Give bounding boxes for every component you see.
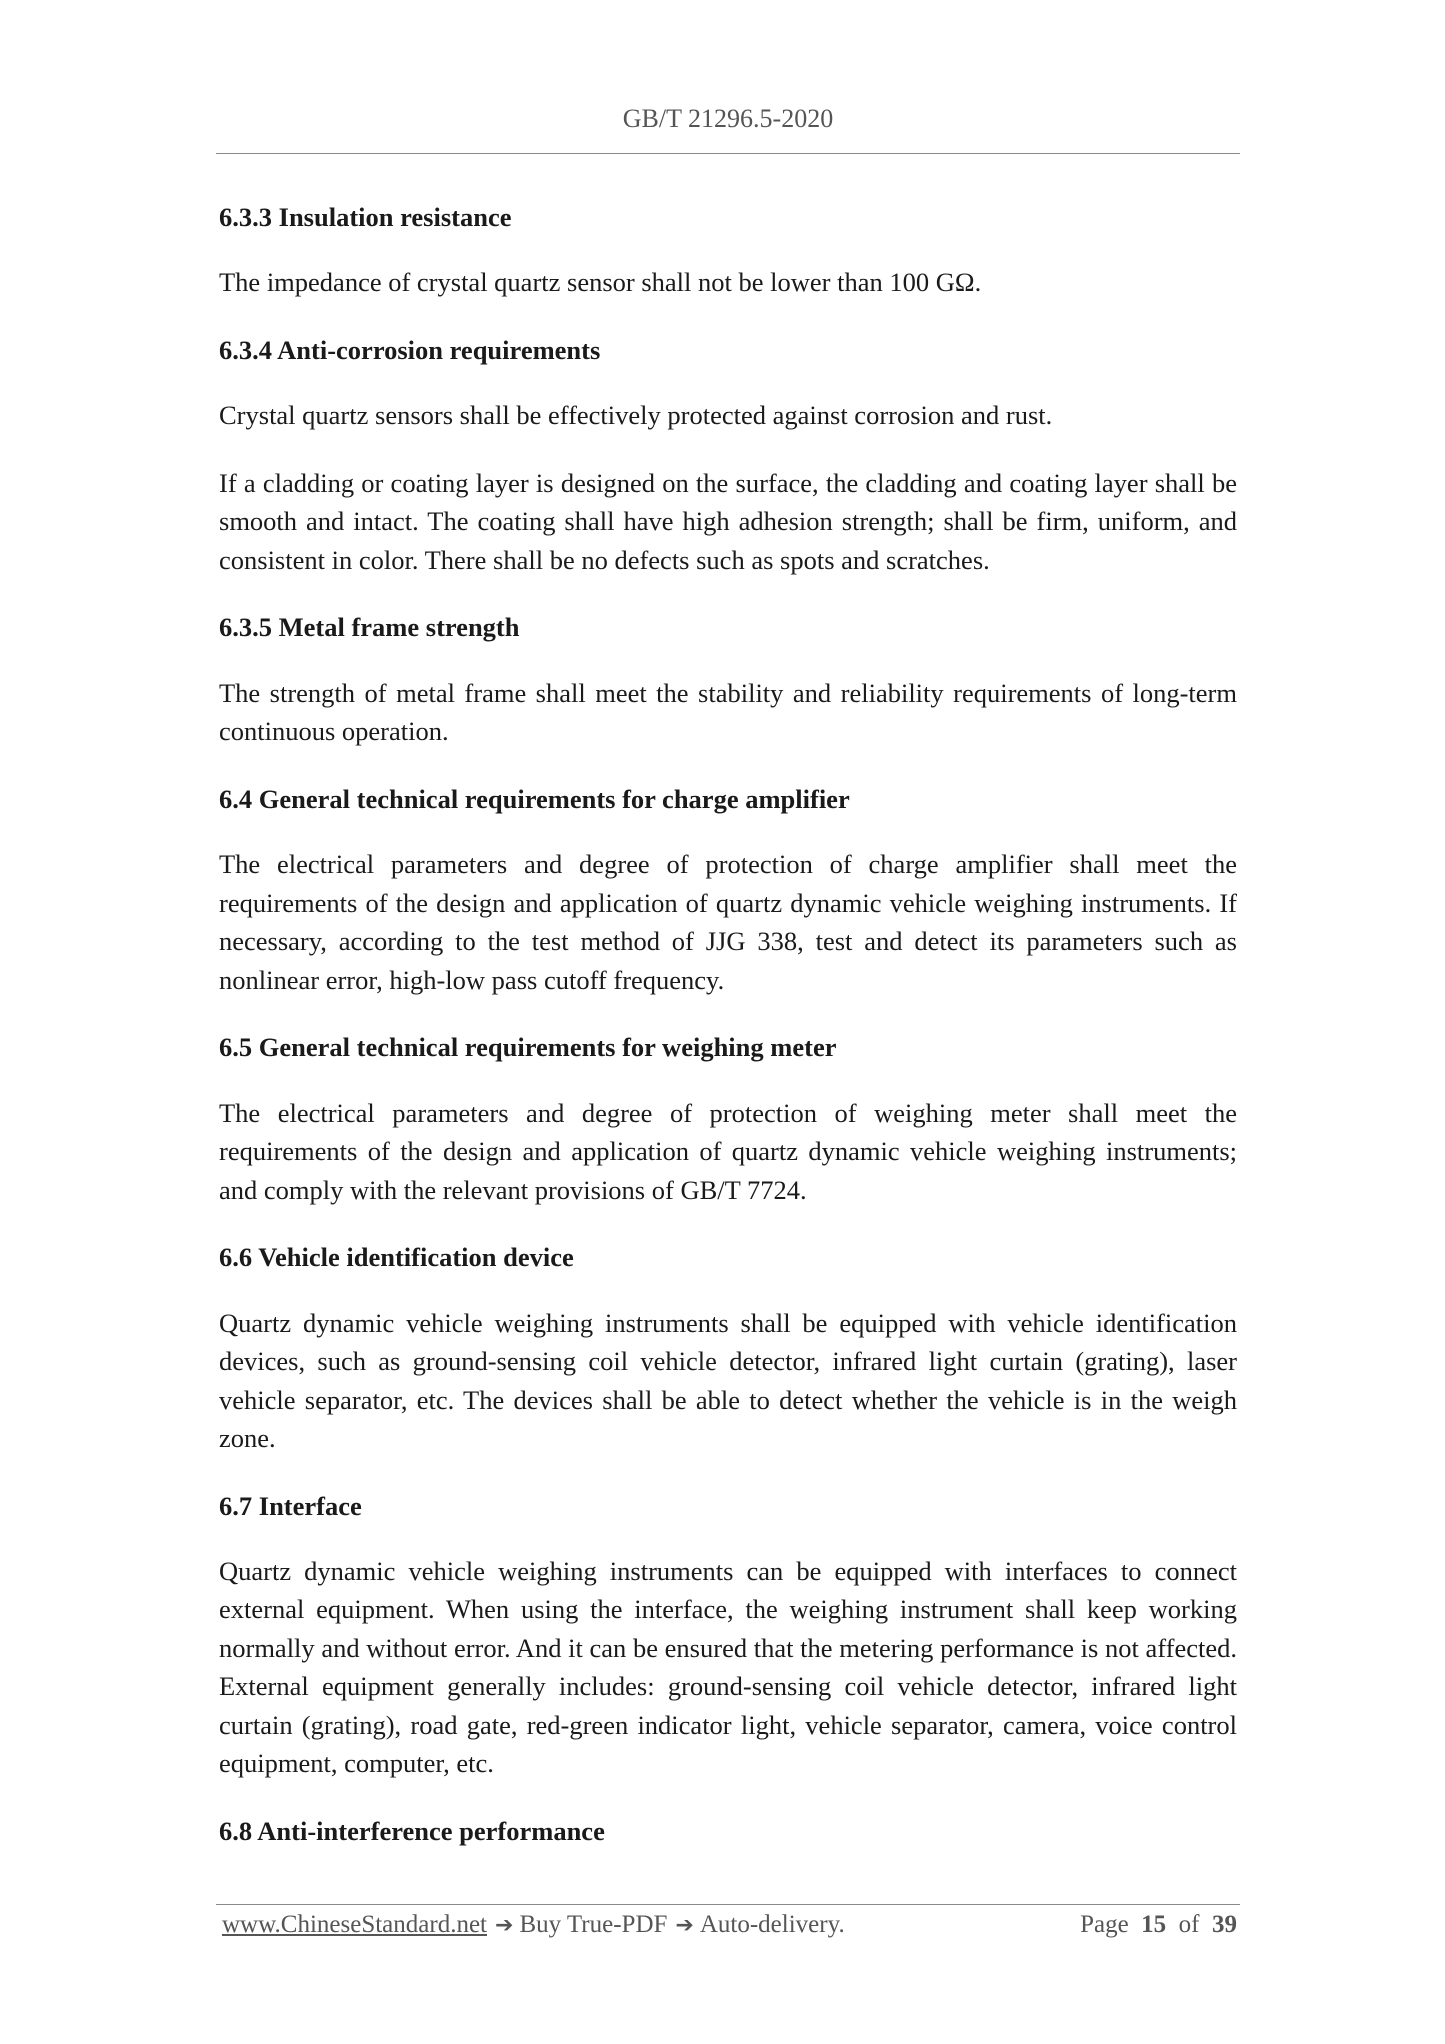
section-paragraph: If a cladding or coating layer is designed on the surface, the cladding and coating layer shall be smooth and intact. The coating shall have high adhesion strength; shall be firm, uniform, and consistent in color. There shall be no defects such as spots and scratches. xyxy=(219,467,1237,575)
page-number xyxy=(1080,1911,1237,1939)
page-footer xyxy=(222,1911,1237,1939)
footer-promo xyxy=(222,1911,845,1939)
document-body xyxy=(219,198,1237,1877)
section-heading: 6.6 Vehicle identification device xyxy=(219,1242,574,1273)
section-heading: 6.3.5 Metal frame strength xyxy=(219,612,520,643)
header-divider xyxy=(216,153,1240,154)
section-paragraph: Quartz dynamic vehicle weighing instruments can be equipped with interfaces to connect external equipment. When using the interface, the weighing instrument shall keep working normally and without error. And it can be ensured that the metering performance is not affected. External equipment generally includes: ground-sensing coil vehicle detector, infrared light curtain (grating), road gate, red-green indicator light, vehicle separator, camera, voice control equipment, computer, etc. xyxy=(219,1555,1237,1779)
section-heading: 6.3.4 Anti-corrosion requirements xyxy=(219,334,601,365)
section-heading: 6.4 General technical requirements for charge amplifier xyxy=(219,783,850,814)
page-total: 39 xyxy=(1212,1911,1237,1938)
buy-text: Buy True-PDF xyxy=(519,1911,668,1938)
page-current: 15 xyxy=(1141,1911,1167,1938)
header-doc-id: GB/T 21296.5-2020 xyxy=(622,104,834,133)
page-of: of xyxy=(1178,1911,1200,1938)
arrow-right-icon: ➔ xyxy=(675,1913,694,1938)
section-paragraph: The impedance of crystal quartz sensor shall not be lower than 100 GΩ. xyxy=(219,267,982,298)
section-heading: 6.8 Anti-interference performance xyxy=(219,1815,605,1846)
website-link[interactable]: www.ChineseStandard.net xyxy=(222,1911,487,1938)
section-heading: 6.3.3 Insulation resistance xyxy=(219,202,512,232)
section-paragraph: The strength of metal frame shall meet the stability and reliability requirements of long-term continuous operation. xyxy=(219,677,1237,747)
section-paragraph: Quartz dynamic vehicle weighing instruments shall be equipped with vehicle identification devices, such as ground-sensing coil vehicle detector, infrared light curtain (grating), laser vehicle separator, etc. The devices shall be able to detect whether the vehicle is in the weigh zone. xyxy=(219,1307,1237,1454)
section-heading: 6.7 Interface xyxy=(219,1490,362,1521)
arrow-right-icon: ➔ xyxy=(495,1913,514,1938)
section-paragraph: The electrical parameters and degree of protection of charge amplifier shall meet the requirements of the design and application of quartz dynamic vehicle weighing instruments. If necessary, according to the test method of JJG 338, test and detect its parameters such as nonlinear error, high-low pass cutoff frequency. xyxy=(219,849,1237,995)
section-paragraph: Crystal quartz sensors shall be effectively protected against corrosion and rust. xyxy=(219,400,1053,431)
delivery-text: Auto-delivery. xyxy=(699,1911,845,1938)
section-paragraph: The electrical parameters and degree of protection of weighing meter shall meet the requirements of the design and application of quartz dynamic vehicle weighing instruments; and comply with the relevant provisions of GB/T 7724. xyxy=(219,1097,1237,1205)
page-label: Page xyxy=(1080,1911,1129,1938)
section-heading: 6.5 General technical requirements for weighing meter xyxy=(219,1032,837,1063)
footer-divider xyxy=(216,1904,1240,1905)
